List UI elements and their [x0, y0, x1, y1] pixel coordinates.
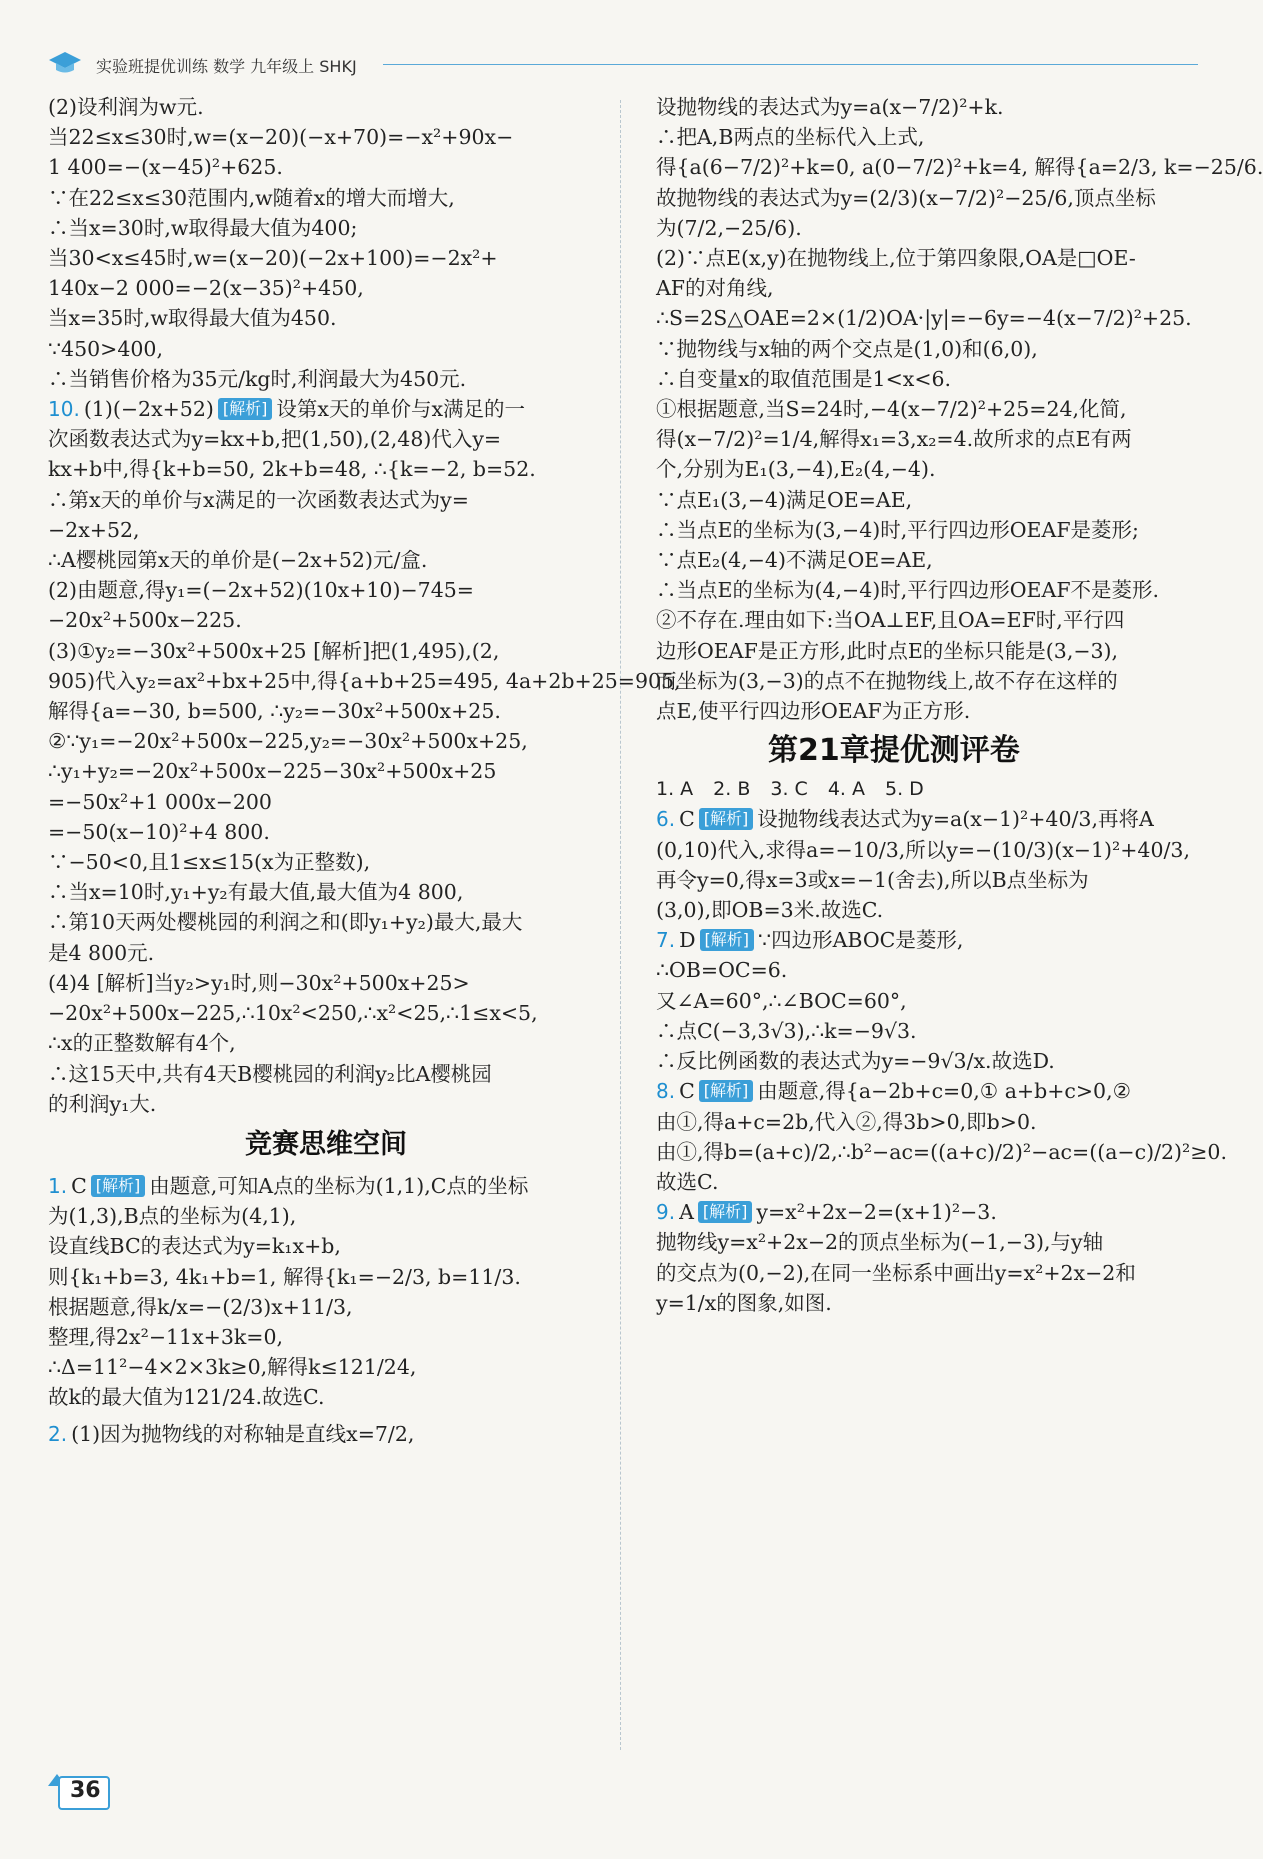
text-line: 次函数表达式为y=kx+b,把(1,50),(2,48)代入y=: [48, 427, 502, 452]
text-line: 的交点为(0,−2),在同一坐标系中画出y=x²+2x−2和: [656, 1260, 1136, 1285]
text-line: ∴S=2S△OAE=2×(1/2)OA·|y|=−6y=−4(x−7/2)²+25.: [656, 306, 1192, 331]
text-line: kx+b中,得{k+b=50, 2k+b=48, ∴{k=−2, b=52.: [48, 457, 536, 482]
text-line: 设直线BC的表达式为y=k₁x+b,: [48, 1234, 341, 1259]
text-line: 由①,得a+c=2b,代入②,得3b>0,即b>0.: [656, 1109, 1037, 1134]
text-line: (3)①y₂=−30x²+500x+25 [解析]把(1,495),(2,: [48, 638, 500, 663]
text-line: 点E,使平行四边形OEAF为正方形.: [656, 699, 971, 724]
text-line: y=1/x的图象,如图.: [656, 1290, 832, 1315]
text-line: 140x−2 000=−2(x−35)²+450,: [48, 276, 364, 301]
text-line: =−50x²+1 000x−200: [48, 789, 272, 814]
text-line: (3,0),即OB=3米.故选C.: [656, 898, 884, 923]
analysis-tag: [解析]: [699, 808, 754, 830]
text-line: ∴x的正整数解有4个,: [48, 1031, 236, 1056]
text-line: 当22≤x≤30时,w=(x−20)(−x+70)=−x²+90x−: [48, 125, 514, 150]
text-line: ∴这15天中,共有4天B樱桃园的利润y₂比A樱桃园: [48, 1061, 492, 1086]
chapter-title: 第21章提优测评卷: [768, 733, 1020, 769]
text-line: 为(1,3),B点的坐标为(4,1),: [48, 1204, 297, 1229]
q6-lines: [656, 835, 1198, 926]
text-line: ∵点E₁(3,−4)满足OE=AE,: [656, 487, 913, 512]
page-number: 36: [70, 1778, 101, 1803]
q7-text: ∵四边形ABOC是菱形,: [758, 928, 964, 953]
text-line: 当30<x≤45时,w=(x−20)(−2x+100)=−2x²+: [48, 246, 498, 271]
text-line: =−50(x−10)²+4 800.: [48, 819, 270, 844]
text-line: (2)设利润为w元.: [48, 95, 204, 119]
answer-item: 5. D: [884, 778, 924, 801]
text-line: 当x=35时,w取得最大值为450.: [48, 306, 337, 331]
q7-answer: D: [679, 928, 696, 953]
text-line: ∵450>400,: [48, 336, 163, 361]
text-line: 个,分别为E₁(3,−4),E₂(4,−4).: [656, 457, 936, 482]
text-line: ①根据题意,当S=24时,−4(x−7/2)²+25=24,化简,: [656, 397, 1127, 422]
q9-first-line: [656, 1197, 1198, 1227]
analysis-tag: [解析]: [700, 929, 755, 951]
text-line: 而坐标为(3,−3)的点不在抛物线上,故不存在这样的: [656, 668, 1118, 693]
text-line: 得(x−7/2)²=1/4,解得x₁=3,x₂=4.故所求的点E有两: [656, 427, 1132, 452]
text-line: 根据题意,得k/x=−(2/3)x+11/3,: [48, 1294, 353, 1319]
question-number: 6.: [656, 807, 676, 832]
right-column: [656, 92, 1263, 1752]
answer-item: 2. B: [713, 778, 751, 801]
text-line: AF的对角线,: [656, 276, 774, 301]
book-title: 实验班提优训练 数学 九年级上 SHKJ: [96, 57, 357, 76]
text-line: 为(7/2,−25/6).: [656, 215, 802, 240]
text-line: ∵在22≤x≤30范围内,w随着x的增大而增大,: [48, 185, 455, 210]
text-line: ∴当x=10时,y₁+y₂有最大值,最大值为4 800,: [48, 880, 464, 905]
q8-first-line: [656, 1076, 1198, 1106]
text-line: 整理,得2x²−11x+3k=0,: [48, 1324, 284, 1349]
q6-first-line: [656, 804, 1198, 834]
text-line: 由①,得b=(a+c)/2,∴b²−ac=((a+c)/2)²−ac=((a−c)/2)²≥0.: [656, 1139, 1227, 1164]
text-line: 又∠A=60°,∴∠BOC=60°,: [656, 988, 907, 1013]
text-line: ∴把A,B两点的坐标代入上式,: [656, 125, 925, 150]
question-number: 2.: [48, 1421, 68, 1446]
question-number: 7.: [656, 928, 676, 953]
q7-first-line: [656, 925, 1198, 955]
header-rule: [383, 64, 1198, 65]
answer-item: 1. A: [656, 778, 694, 801]
analysis-tag: [解析]: [218, 398, 273, 420]
text-line: ∵−50<0,且1≤x≤15(x为正整数),: [48, 850, 371, 875]
analysis-tag: [解析]: [91, 1175, 146, 1197]
text-line: −2x+52,: [48, 517, 140, 542]
text-line: (0,10)代入,求得a=−10/3,所以y=−(10/3)(x−1)²+40/3,: [656, 837, 1190, 862]
left-intro-lines: [48, 92, 604, 394]
q8-lines: [656, 1107, 1227, 1198]
text-line: ∴A樱桃园第x天的单价是(−2x+52)元/盒.: [48, 548, 428, 573]
analysis-tag: [解析]: [698, 1201, 753, 1223]
q10-answer: (1)(−2x+52): [83, 397, 214, 422]
c1-first-line: [48, 1171, 604, 1201]
question-number: 10.: [48, 397, 80, 422]
text-line: 解得{a=−30, b=500, ∴y₂=−30x²+500x+25.: [48, 699, 501, 724]
graduation-cap-icon: [48, 50, 82, 76]
q6-text: 设抛物线表达式为y=a(x−1)²+40/3,再将A: [757, 807, 1154, 832]
text-line: −20x²+500x−225,∴10x²<250,∴x²<25,∴1≤x<5,: [48, 1001, 538, 1026]
q8-answer: C: [679, 1079, 695, 1104]
page-number-badge: [48, 1768, 108, 1814]
right-intro-lines: [656, 92, 1263, 726]
text-line: 的利润y₁大.: [48, 1091, 157, 1116]
c1-lines: [48, 1201, 604, 1412]
text-line: ∴y₁+y₂=−20x²+500x−225−30x²+500x+25: [48, 759, 497, 784]
question-number: 1.: [48, 1173, 68, 1198]
text-line: 边形OEAF是正方形,此时点E的坐标只能是(3,−3),: [656, 638, 1119, 663]
text-line: 再令y=0,得x=3或x=−1(舍去),所以B点坐标为: [656, 867, 1089, 892]
text-line: 905)代入y₂=ax²+bx+25中,得{a+b+25=495, 4a+2b+25=905,: [48, 668, 681, 693]
c2-text: (1)因为抛物线的对称轴是直线x=7/2,: [71, 1421, 415, 1446]
text-line: 设抛物线的表达式为y=a(x−7/2)²+k.: [656, 95, 1004, 119]
text-line: 故k的最大值为121/24.故选C.: [48, 1385, 325, 1410]
text-line: ∵抛物线与x轴的两个交点是(1,0)和(6,0),: [656, 336, 1038, 361]
answer-item: 4. A: [827, 778, 865, 801]
text-line: 1 400=−(x−45)²+625.: [48, 155, 283, 180]
c1-text: 由题意,可知A点的坐标为(1,1),C点的坐标: [149, 1173, 529, 1198]
page-header: [48, 48, 1198, 80]
column-divider: [620, 100, 621, 1750]
text-line: (4)4 [解析]当y₂>y₁时,则−30x²+500x+25>: [48, 970, 470, 995]
text-line: ②不存在.理由如下:当OA⊥EF,且OA=EF时,平行四: [656, 608, 1125, 633]
text-line: 是4 800元.: [48, 940, 155, 965]
text-line: ∴当销售价格为35元/kg时,利润最大为450元.: [48, 366, 467, 391]
q7-lines: [656, 955, 1198, 1076]
q10-text: 设第x天的单价与x满足的一: [276, 397, 526, 422]
q9-text: y=x²+2x−2=(x+1)²−3.: [756, 1200, 997, 1225]
text-line: ∴当点E的坐标为(4,−4)时,平行四边形OEAF不是菱形.: [656, 578, 1160, 603]
text-line: ∴当点E的坐标为(3,−4)时,平行四边形OEAF是菱形;: [656, 517, 1139, 542]
question-number: 9.: [656, 1200, 676, 1225]
text-line: ∵点E₂(4,−4)不满足OE=AE,: [656, 548, 933, 573]
section-title: 竞赛思维空间: [245, 1128, 407, 1160]
text-line: (2)∵点E(x,y)在抛物线上,位于第四象限,OA是□OE-: [656, 246, 1136, 271]
q6-answer: C: [679, 807, 695, 832]
text-line: ∴第x天的单价与x满足的一次函数表达式为y=: [48, 487, 469, 512]
text-line: ∴第10天两处樱桃园的利润之和(即y₁+y₂)最大,最大: [48, 910, 523, 935]
text-line: 抛物线y=x²+2x−2的顶点坐标为(−1,−3),与y轴: [656, 1230, 1104, 1255]
text-line: ∴自变量x的取值范围是1<x<6.: [656, 366, 952, 391]
text-line: 则{k₁+b=3, 4k₁+b=1, 解得{k₁=−2/3, b=11/3.: [48, 1264, 521, 1289]
text-line: ∴Δ=11²−4×2×3k≥0,解得k≤121/24,: [48, 1355, 417, 1380]
text-line: ∴反比例函数的表达式为y=−9√3/x.故选D.: [656, 1049, 1055, 1074]
q10-first-line: [48, 394, 604, 424]
q9-lines: [656, 1227, 1198, 1318]
text-line: 故抛物线的表达式为y=(2/3)(x−7/2)²−25/6,顶点坐标: [656, 185, 1156, 210]
q9-answer: A: [679, 1200, 694, 1225]
answer-row: [656, 774, 1198, 804]
text-line: ∴当x=30时,w取得最大值为400;: [48, 215, 358, 240]
text-line: (2)由题意,得y₁=(−2x+52)(10x+10)−745=: [48, 578, 474, 603]
text-line: 得{a(6−7/2)²+k=0, a(0−7/2)²+k=4, 解得{a=2/3, k=−25/6.: [656, 155, 1263, 180]
text-line: ∴点C(−3,3√3),∴k=−9√3.: [656, 1018, 917, 1043]
text-line: 故选C.: [656, 1169, 719, 1194]
question-number: 8.: [656, 1079, 676, 1104]
c2-line: [48, 1419, 604, 1449]
text-line: ∴OB=OC=6.: [656, 958, 788, 983]
q8-text: 由题意,得{a−2b+c=0,① a+b+c>0,②: [757, 1079, 1131, 1104]
c1-answer: C: [71, 1173, 87, 1198]
text-line: ②∵y₁=−20x²+500x−225,y₂=−30x²+500x+25,: [48, 729, 528, 754]
answer-item: 3. C: [770, 778, 808, 801]
text-line: −20x²+500x−225.: [48, 608, 242, 633]
analysis-tag: [解析]: [699, 1080, 754, 1102]
